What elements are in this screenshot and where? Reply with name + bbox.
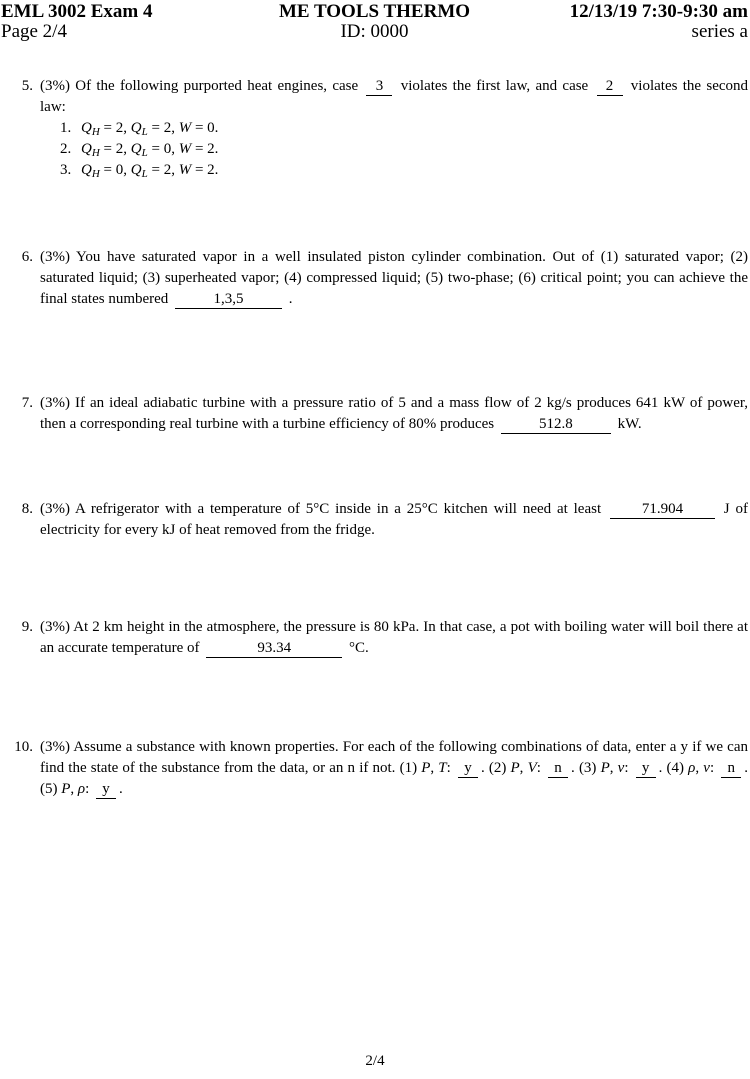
- question-number: 9.: [21, 619, 33, 635]
- text-segment: ,: [609, 760, 618, 776]
- math-variable: W: [178, 162, 192, 178]
- math-variable: v: [617, 760, 625, 776]
- question-text: [40, 499, 748, 541]
- question-body: [40, 737, 748, 800]
- answer-blank: 2: [597, 78, 623, 96]
- text-segment: (3%) A refrigerator with a temperature of 5°C inside in a 25°C kitchen will need at least: [40, 501, 607, 517]
- math-variable: $Q_H$: [81, 120, 100, 138]
- text-segment: .: [285, 291, 293, 307]
- question-text: [40, 617, 748, 659]
- text-segment: (3%) At 2 km height in the atmosphere, the pressure is 80 kPa. In that case, a pot with boiling water will boil there at an accurate temperature of: [40, 619, 748, 656]
- question-8: [0, 499, 748, 541]
- question-body: [40, 393, 748, 435]
- math-variable: T: [438, 760, 447, 776]
- series-label: series a: [691, 21, 748, 42]
- question-10: [0, 737, 748, 800]
- answer-blank: n: [721, 760, 741, 778]
- course-title: ME TOOLS THERMO: [278, 1, 471, 22]
- case-number: 1.: [60, 120, 72, 136]
- math-variable: $Q_H$: [81, 141, 100, 159]
- math-variable: P: [600, 760, 610, 776]
- exam-datetime: 12/13/19 7:30-9:30 am: [569, 1, 748, 22]
- math-variable: V: [527, 760, 537, 776]
- question-body: [40, 76, 748, 181]
- math-variable: $Q_L$: [130, 120, 148, 138]
- question-body: [40, 617, 748, 659]
- math-variable: W: [178, 141, 192, 157]
- text-segment: = 2,: [147, 120, 179, 136]
- question-body: [40, 499, 748, 541]
- text-segment: = 2.: [191, 141, 219, 157]
- question-text: [40, 737, 748, 800]
- answer-blank: y: [96, 781, 116, 799]
- case-item-3: [40, 160, 748, 181]
- answer-blank: 93.34: [206, 640, 342, 658]
- page-indicator: Page 2/4: [1, 21, 67, 42]
- case-text: [81, 162, 218, 178]
- math-variable: $Q_H$: [81, 162, 100, 180]
- case-number: 2.: [60, 141, 72, 157]
- answer-blank: y: [636, 760, 656, 778]
- math-variable: $Q_L$: [130, 141, 148, 159]
- text-segment: = 0.: [191, 120, 219, 136]
- text-segment: ,: [695, 760, 704, 776]
- text-segment: violates the second law:: [40, 78, 749, 115]
- text-segment: . (5): [40, 760, 749, 797]
- answer-blank: 1,3,5: [175, 291, 282, 309]
- math-variable: P: [510, 760, 520, 776]
- text-segment: .: [119, 781, 123, 797]
- math-variable: W: [178, 120, 192, 136]
- math-variable: P: [61, 781, 71, 797]
- text-segment: . (2): [480, 760, 511, 776]
- question-number: 8.: [21, 501, 33, 517]
- text-segment: :: [85, 781, 94, 797]
- question-5: [0, 76, 748, 181]
- header-center: [279, 2, 470, 42]
- case-item-2: [40, 139, 748, 160]
- text-segment: (3%) You have saturated vapor in a well insulated piston cylinder combination. Out of (1) saturated vapor; (2) saturated liquid; (3) superheated vapor; (4) compressed liquid; (5) two-phase; (6) critical point; you can achieve the final states numbered: [40, 249, 748, 307]
- text-segment: J of electricity for every kJ of heat removed from the fridge.: [40, 501, 748, 538]
- text-segment: ,: [430, 760, 439, 776]
- question-number: 7.: [21, 395, 33, 411]
- text-segment: ,: [70, 781, 78, 797]
- case-item-1: [40, 118, 748, 139]
- text-segment: = 2,: [99, 120, 131, 136]
- answer-blank: 512.8: [501, 416, 611, 434]
- question-number: 6.: [21, 249, 33, 265]
- text-segment: :: [709, 760, 719, 776]
- exam-title: EML 3002 Exam 4: [1, 1, 153, 22]
- math-variable: ρ: [688, 760, 696, 776]
- question-number: 5.: [21, 78, 33, 94]
- student-id: ID: 0000: [340, 21, 409, 42]
- text-segment: = 0,: [147, 141, 179, 157]
- text-segment: . (4): [658, 760, 689, 776]
- case-text: [81, 141, 218, 157]
- text-segment: ,: [519, 760, 528, 776]
- question-7: [0, 393, 748, 435]
- question-text: [40, 393, 748, 435]
- math-variable: $Q_L$: [130, 162, 148, 180]
- text-segment: :: [536, 760, 546, 776]
- question-6: [0, 247, 748, 310]
- text-segment: violates the first law, and case: [395, 78, 594, 94]
- question-body: [40, 247, 748, 310]
- math-variable: P: [421, 760, 431, 776]
- question-9: [0, 617, 748, 659]
- text-segment: kW.: [613, 416, 642, 432]
- math-variable: ρ: [77, 781, 86, 797]
- text-segment: (3%) Assume a substance with known properties. For each of the following combinations of data, enter a y if we can find the state of the substance from the data, or an n if not. (1): [40, 739, 748, 776]
- question-text: [40, 76, 748, 118]
- text-segment: (3%) Of the following purported heat engines, case: [40, 78, 364, 94]
- question-number: 10.: [14, 739, 33, 755]
- answer-blank: y: [458, 760, 478, 778]
- math-variable: v: [703, 760, 710, 776]
- text-segment: (3%) If an ideal adiabatic turbine with a pressure ratio of 5 and a mass flow of 2 kg/s produces 641 kW of power, then a corresponding real turbine with a turbine efficiency of 80% produces: [40, 395, 748, 432]
- answer-blank: 71.904: [610, 501, 715, 519]
- case-text: [81, 120, 218, 136]
- text-segment: :: [624, 760, 633, 776]
- header-right: [470, 2, 748, 42]
- question-text: [40, 247, 748, 310]
- answer-blank: n: [548, 760, 568, 778]
- text-segment: = 2.: [191, 162, 219, 178]
- question-list: [0, 42, 750, 800]
- text-segment: :: [446, 760, 455, 776]
- text-segment: = 0,: [99, 162, 131, 178]
- footer-page-number: 2/4: [365, 1053, 385, 1069]
- text-segment: = 2,: [147, 162, 179, 178]
- text-segment: = 2,: [99, 141, 131, 157]
- answer-blank: 3: [366, 78, 392, 96]
- page-header: [0, 0, 750, 42]
- text-segment: . (3): [571, 760, 601, 776]
- page-footer: [0, 1053, 750, 1070]
- heat-engine-case-list: [40, 118, 748, 181]
- header-left: [1, 2, 279, 42]
- text-segment: °C.: [345, 640, 369, 656]
- case-number: 3.: [60, 162, 72, 178]
